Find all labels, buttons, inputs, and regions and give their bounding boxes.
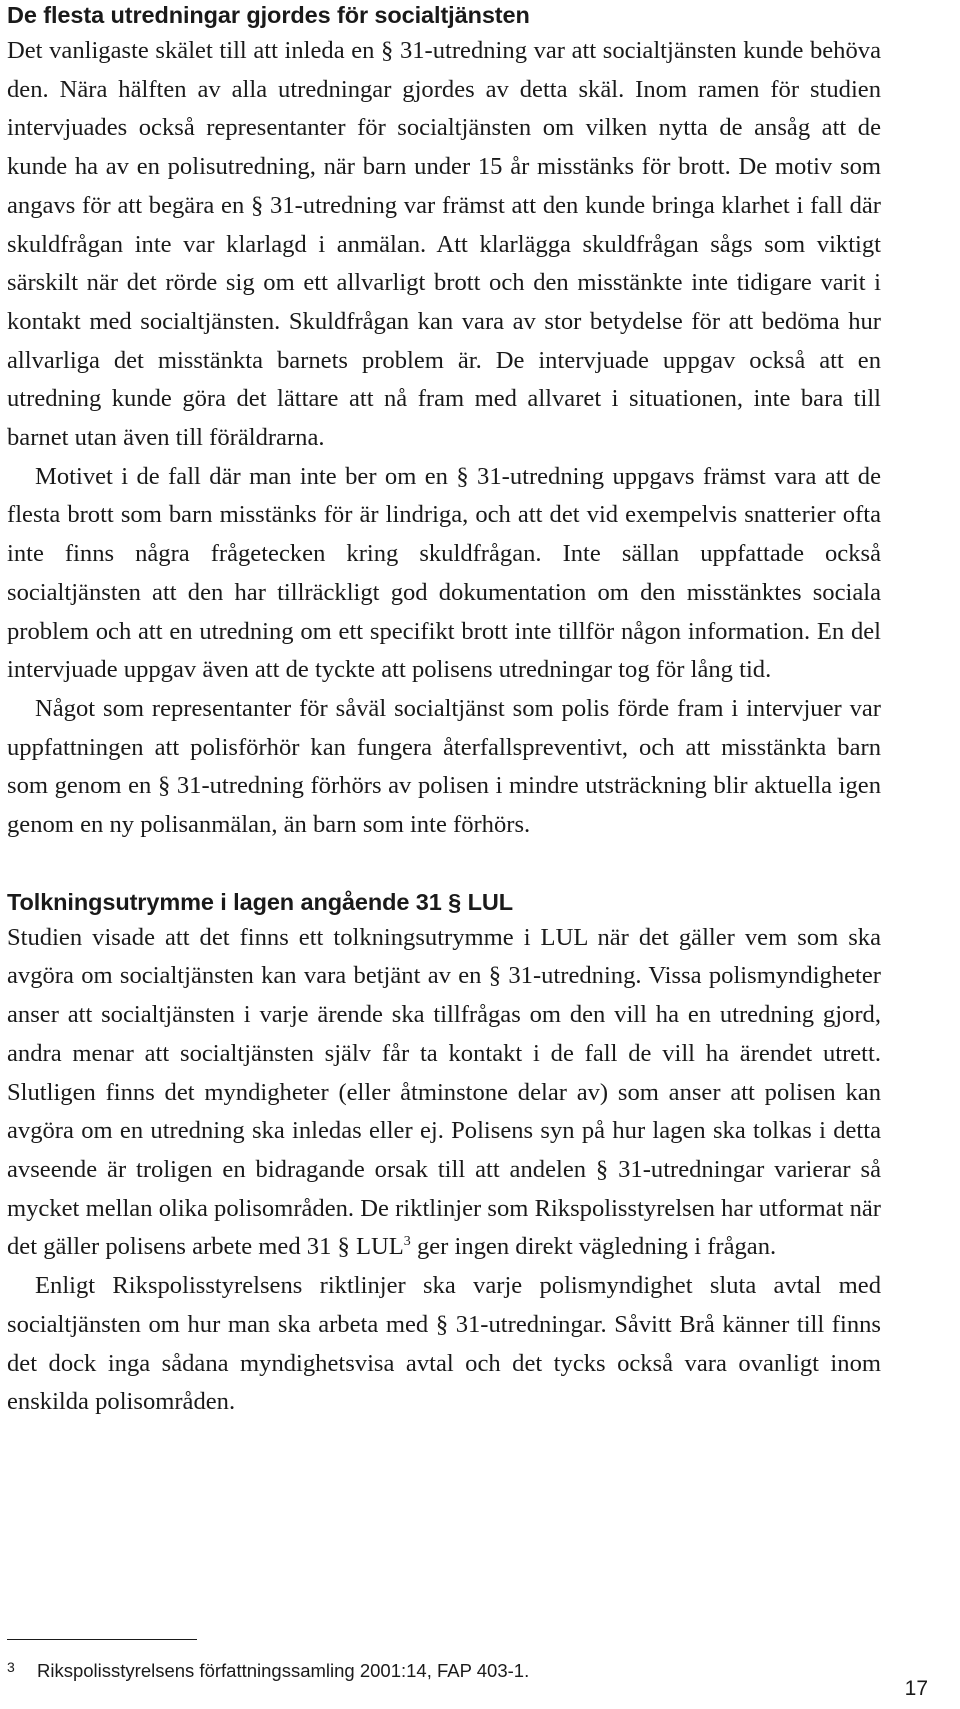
document-page: [7, 0, 881, 1422]
section-heading: De flesta utredningar gjordes för socialtjänsten: [7, 2, 530, 28]
paragraph-text: ger ingen direkt vägledning i frågan.: [410, 1233, 777, 1261]
footnote-number: 3: [7, 1659, 15, 1675]
page-number: 17: [904, 1677, 928, 1700]
footnote: [7, 1655, 529, 1683]
footnote-divider: [7, 1639, 197, 1640]
body-paragraph: Enligt Rikspolisstyrelsens riktlinjer ska varje polismyndighet sluta avtal med socialtjänsten om hur man ska arbeta med § 31-utredningar. Såvitt Brå känner till finns det dock inga sådana myndighetsvisa avtal och det tycks också vara ovanligt inom enskilda polisområden.: [7, 1272, 881, 1416]
paragraph-text: Studien visade att det finns ett tolkningsutrymme i LUL när det gäller vem som ska avgöra om socialtjänsten kan vara betjänt av en § 31-utredning. Vissa polismyndigheter anser att socialtjänsten i varje ärende ska tillfrågas om den vill ha en utredning gjord, andra menar att socialtjänsten själv får ta kontakt i de fall de vill ha ärendet utrett. Slutligen finns det myndigheter (eller åtminstone delar av) som anser att polisen kan avgöra om en utredning ska inledas eller ej. Polisens syn på hur lagen ska tolkas i detta avseende är troligen en bidragande orsak till att andelen § 31-utredningar varierar så mycket mellan olika polisområden. De riktlinjer som Rikspolisstyrelsen har utformat när det gäller polisens arbete med 31 § LUL: [7, 923, 881, 1261]
footnote-reference: 3: [403, 1234, 411, 1250]
section-heading: Tolkningsutrymme i lagen angående 31 § LUL: [7, 888, 513, 915]
footnote-text: Rikspolisstyrelsens författningssamling 2001:14, FAP 403-1.: [37, 1660, 530, 1681]
body-paragraph: Det vanligaste skälet till att inleda en § 31-utredning var att socialtjänsten kunde behöva den. Nära hälften av alla utredningar gjordes av detta skäl. Inom ramen för studien intervjuades också representanter för socialtjänsten om vilken nytta de ansåg att de kunde ha av en polisutredning, när barn under 15 år misstänks för brott. De motiv som angavs för att begära en § 31-utredning var främst att den kunde bringa klarhet i fall där skuldfrågan inte var klarlagd i anmälan. Att klarlägga skuldfrågan sågs som viktigt särskilt när det rörde sig om ett allvarligt brott och den misstänkte inte tidigare varit i kontakt med socialtjänsten. Skuldfrågan kan vara av stor betydelse för att bedöma hur allvarliga det misstänkta barnets problem är. De intervjuade uppgav också att en utredning kunde göra det lättare att nå fram med allvaret i situationen, inte bara till barnet utan även till föräldrarna.: [7, 37, 881, 452]
body-paragraph: Motivet i de fall där man inte ber om en § 31-utredning uppgavs främst vara att de flesta brott som barn misstänks för är lindriga, och att det vid exempelvis snatterier ofta inte finns några frågetecken kring skuldfrågan. Inte sällan uppfattade också socialtjänsten att den har tillräckligt god dokumentation om den misstänktes sociala problem och att en utredning om ett specifikt brott inte tillför någon information. En del intervjuade uppgav även att de tyckte att polisens utredningar tog för lång tid.: [7, 462, 881, 684]
body-paragraph: Något som representanter för såväl socialtjänst som polis förde fram i intervjuer var uppfattningen att polisförhör kan fungera återfallspreventivt, och att misstänkta barn som genom en § 31-utredning förhörs av polisen i mindre utsträckning blir aktuella igen genom en ny polisanmälan, än barn som inte förhörs.: [7, 694, 881, 839]
body-paragraph: [7, 919, 881, 1267]
